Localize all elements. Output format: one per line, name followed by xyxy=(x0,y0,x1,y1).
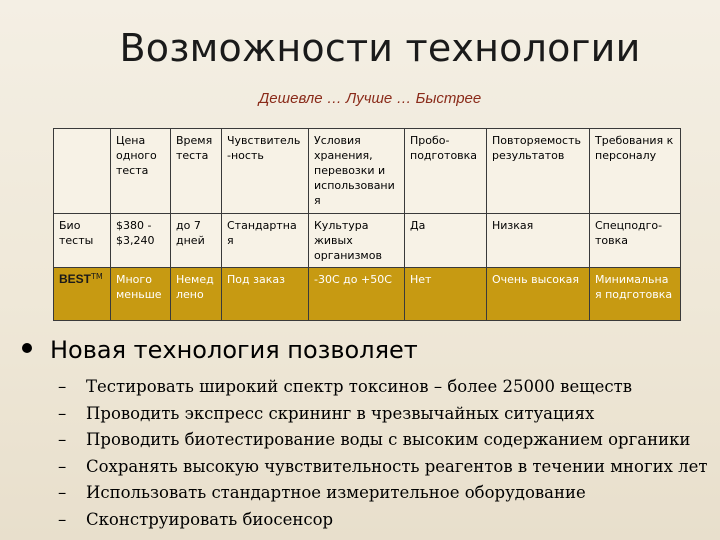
table-cell: Очень высокая xyxy=(487,268,590,321)
dash-icon: – xyxy=(58,456,67,476)
header-cell: Повторяемость результатов xyxy=(487,129,590,214)
table-cell: Спецподго-товка xyxy=(590,214,681,268)
table-row xyxy=(54,214,681,268)
list-item xyxy=(58,454,708,481)
dash-icon: – xyxy=(58,509,67,529)
list-item xyxy=(58,480,708,507)
list-item-text: Проводить экспресс скрининг в чрезвычайных ситуациях xyxy=(86,403,595,423)
header-cell: Время теста xyxy=(171,129,222,214)
table-cell: Много меньше xyxy=(111,268,171,321)
table-cell: Нет xyxy=(405,268,487,321)
sub-bullet-list xyxy=(58,374,708,533)
best-product-name: BEST xyxy=(59,272,92,286)
list-item-text: Сохранять высокую чувствительность реагентов в течении многих лет xyxy=(86,456,708,476)
main-bullet-text: Новая технология позволяет xyxy=(50,336,418,364)
header-cell: Требования к персоналу xyxy=(590,129,681,214)
dash-icon: – xyxy=(58,377,67,396)
header-cell: Условия хранения, перевозки и использования xyxy=(309,129,405,214)
slide-title: Возможности технологии xyxy=(119,26,641,70)
dash-icon: – xyxy=(58,483,67,502)
slide-subtitle: Дешевле … Лучше … Быстрее xyxy=(258,90,482,107)
header-cell: Пробо-подготовка xyxy=(405,129,487,214)
table-cell: Стандартная xyxy=(222,214,309,268)
table-cell: $380 - $3,240 xyxy=(111,214,171,268)
list-item xyxy=(58,401,708,428)
table-cell: -30C до +50C xyxy=(309,268,405,321)
list-item xyxy=(58,507,708,534)
trademark-mark: TM xyxy=(91,272,103,281)
table-cell: Под заказ xyxy=(222,268,309,321)
table-cell: до 7 дней xyxy=(171,214,222,268)
list-item-text: Тестировать широкий спектр токсинов – более 25000 веществ xyxy=(86,377,632,396)
row-header xyxy=(54,268,111,321)
bullet-dot-icon xyxy=(22,343,32,353)
list-item-text: Сконструировать биосенсор xyxy=(86,509,334,529)
table-cell: Культура живых организмов xyxy=(309,214,405,268)
table-cell: Минимальная подготовка xyxy=(590,268,681,321)
header-cell: Цена одного теста xyxy=(111,129,171,214)
table-cell: Немедлено xyxy=(171,268,222,321)
list-item xyxy=(58,427,708,454)
list-item xyxy=(58,374,708,401)
main-bullet xyxy=(22,336,418,364)
list-item-text: Проводить биотестирование воды с высоким содержанием органики xyxy=(86,430,691,449)
comparison-table xyxy=(53,128,681,321)
table-cell: Низкая xyxy=(487,214,590,268)
dash-icon: – xyxy=(58,403,67,423)
header-cell xyxy=(54,129,111,214)
header-cell: Чувствитель-ность xyxy=(222,129,309,214)
table-cell: Да xyxy=(405,214,487,268)
dash-icon: – xyxy=(58,430,67,449)
table-row-highlighted xyxy=(54,268,681,321)
row-header: Био тесты xyxy=(54,214,111,268)
table-header-row xyxy=(54,129,681,214)
list-item-text: Использовать стандартное измерительное оборудование xyxy=(86,483,586,502)
